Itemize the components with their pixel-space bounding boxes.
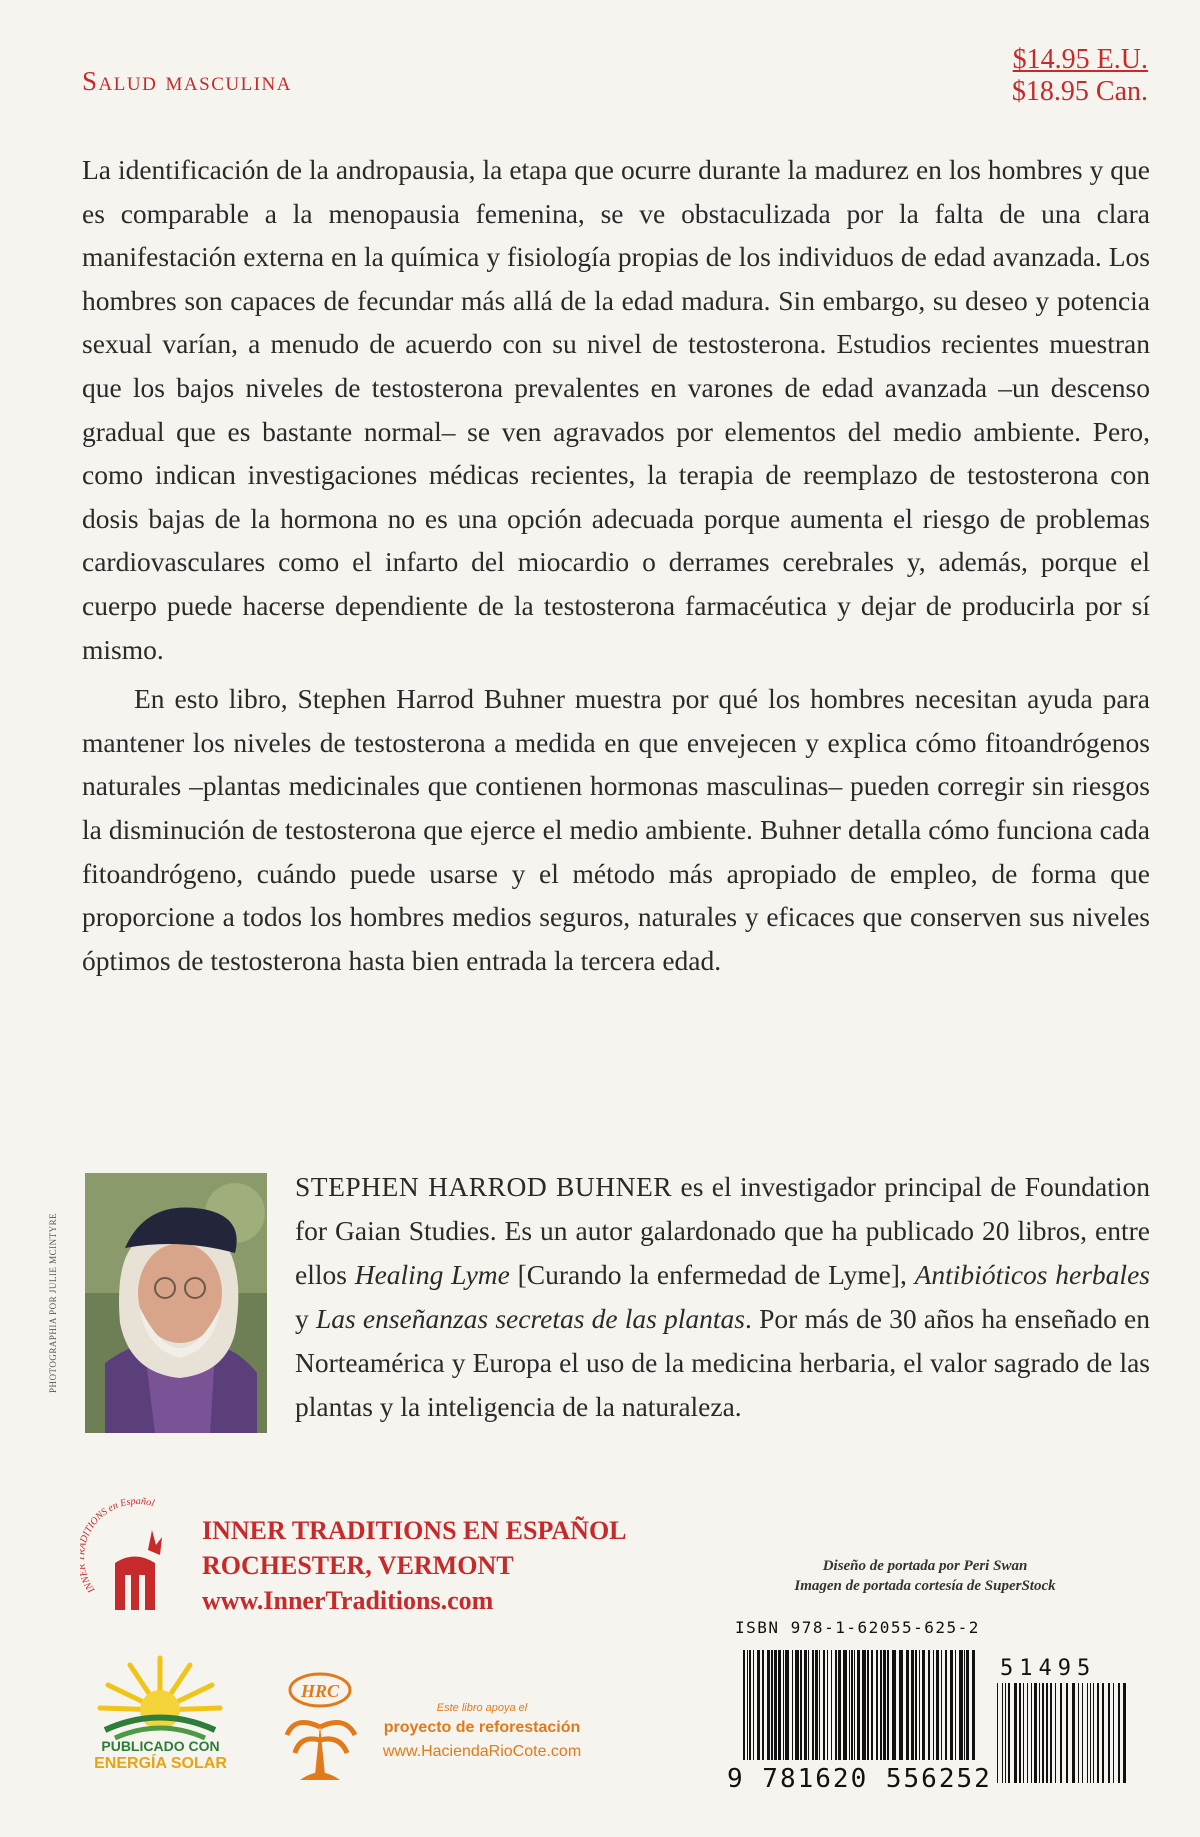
publisher-info: [202, 1513, 627, 1618]
cover-image-credit: Imagen de portada cortesía de SuperStock: [794, 1578, 1056, 1594]
publisher-logo: [80, 1495, 195, 1615]
description-paragraph-1: La identificación de la andropausia, la etapa que ocurre durante la madurez en los hombres y que es comparable a la menopausia femenina, se ve obstaculizada por la falta de una clara manifestación externa en la química y fisiología propias de los individuos de edad avanzada. Los hombres son capaces de fecundar más allá de la edad madura. Sin embargo, su deseo y potencia sexual varían, a menudo de acuerdo con su nivel de testosterona. Estudios recientes muestran que los bajos niveles de testosterona prevalentes en varones de edad avanzada –un descenso gradual que es bastante normal– se ven agravados por elementos del medio ambiente. Pero, como indican investigaciones médicas recientes, la terapia de reemplazo de testosterona con dosis bajas de la hormona no es una opción adecuada porque aumenta el riesgo de problemas cardiovasculares como el infarto del miocardio o derrames cerebrales y, además, porque el cuerpo puede hacerse dependiente de la testosterona farmacéutica y dejar de producirla por sí mismo.: [82, 154, 1150, 665]
barcode-bar: [928, 1650, 930, 1760]
barcode-bar: [945, 1650, 947, 1760]
barcode-bar: [743, 1650, 745, 1760]
publisher-location: ROCHESTER, VERMONT: [202, 1551, 514, 1580]
publisher-name: INNER TRADITIONS EN ESPAÑOL: [202, 1516, 627, 1545]
reforest-line-1: Este libro apoya el: [436, 1702, 528, 1714]
barcode-addon-bar: [1060, 1683, 1062, 1783]
book-title-antibioticos: Antibióticos herbales: [914, 1259, 1150, 1290]
barcode-addon-bar: [1113, 1683, 1114, 1783]
barcode-main-bars: [743, 1650, 975, 1760]
barcode-bar: [762, 1650, 764, 1760]
solar-line-2: ENERGÍA SOLAR: [94, 1755, 227, 1772]
bio-text-4: . Por más de 30 años ha enseñado en Norteamérica y Europa el uso de la medicina herbaria, el valor sagrado de las plantas y la inteligencia de la naturaleza.: [295, 1303, 1150, 1422]
barcode-bar: [876, 1650, 878, 1760]
barcode-bar: [808, 1650, 809, 1760]
publisher-logo-arc-text: INN ITIONS en Español: [80, 1495, 156, 1595]
barcode-bar: [964, 1650, 965, 1760]
solar-energy-logo: [80, 1650, 240, 1800]
barcode-bar: [849, 1650, 850, 1760]
description: [82, 148, 1150, 988]
barcode-bar: [966, 1650, 969, 1760]
category-label: Salud masculina: [82, 66, 292, 96]
barcode-bar: [823, 1650, 825, 1760]
barcode-bar: [835, 1650, 837, 1760]
barcode-addon-bar: [1108, 1683, 1110, 1783]
barcode-bar: [753, 1650, 754, 1760]
barcode-bar: [747, 1650, 748, 1760]
barcode-addon-bar: [1087, 1683, 1088, 1783]
barcode-addon-bar: [1042, 1683, 1044, 1783]
barcode-main-digits: 9 781620 556252: [727, 1764, 992, 1794]
barcode-bar: [892, 1650, 896, 1760]
hrc-logo-text: HRC: [300, 1681, 340, 1701]
barcode-addon-bar: [1102, 1683, 1104, 1783]
barcode-bar: [851, 1650, 853, 1760]
barcode-bar: [880, 1650, 882, 1760]
barcode-bar: [783, 1650, 784, 1760]
barcode-bar: [867, 1650, 869, 1760]
solar-energy-text: [78, 1737, 243, 1773]
barcode-addon-bar: [1027, 1683, 1028, 1783]
barcode-bar: [804, 1650, 807, 1760]
bio-text-1: es el investigador principal de Foundation for Gaian Studies. Es un autor galardonado que ha publicado 20 libros, entre ellos: [295, 1171, 1150, 1290]
barcode-addon-bar: [1093, 1683, 1094, 1783]
barcode-bar: [911, 1650, 914, 1760]
description-paragraph-2: En esto libro, Stephen Harrod Buhner muestra por qué los hombres necesitan ayuda para mantener los niveles de testosterona a medida en que envejecen y explica cómo fitoandrógenos naturales –plantas medicinales que contienen hormonas masculinas– pueden corregir sin riesgos la disminución de testosterona que ejerce el medio ambiente. Buhner detalla cómo funciona cada fitoandrógeno, cuándo puede usarse y el método más apropiado de empleo, de forma que proporcione a todos los hombres medios seguros, naturales y eficaces que conserven sus niveles óptimos de testosterona hasta bien entrada la tercera edad.: [82, 683, 1150, 976]
barcode-bar: [749, 1650, 751, 1760]
barcode-bar: [915, 1650, 917, 1760]
barcode-addon-bar: [1005, 1683, 1006, 1783]
barcode-addon-bar: [1008, 1683, 1010, 1783]
barcode-bar: [831, 1650, 832, 1760]
barcode-addon-bar: [1118, 1683, 1120, 1783]
barcode-bar: [819, 1650, 820, 1760]
barcode-bar: [959, 1650, 963, 1760]
barcode-addon-bar: [1019, 1683, 1021, 1783]
bio-text-3: y: [295, 1303, 316, 1334]
barcode-bar: [972, 1650, 975, 1760]
barcode-bar: [812, 1650, 814, 1760]
barcode-bar: [919, 1650, 920, 1760]
barcode-addon-bar: [1055, 1683, 1056, 1783]
barcode-addon-bar: [1031, 1683, 1032, 1783]
barcode-bar: [941, 1650, 942, 1760]
barcode-addon-bar: [1046, 1683, 1048, 1783]
barcode-bar: [774, 1650, 777, 1760]
barcode-addon-bar: [1039, 1683, 1040, 1783]
barcode-bar: [936, 1650, 939, 1760]
barcode-addon-bar: [1078, 1683, 1079, 1783]
barcode-bar: [906, 1650, 909, 1760]
barcode-bar: [857, 1650, 860, 1760]
barcode-bar: [767, 1650, 770, 1760]
barcode-bar: [785, 1650, 789, 1760]
reforest-line-2: proyecto de reforestación: [383, 1719, 581, 1736]
barcode-bar: [800, 1650, 802, 1760]
barcode-bar: [862, 1650, 866, 1760]
barcode-bar: [871, 1650, 873, 1760]
cover-design-credit: Diseño de portada por Peri Swan: [822, 1558, 1028, 1574]
author-name: STEPHEN HARROD BUHNER: [295, 1171, 673, 1202]
author-photo: [85, 1173, 267, 1433]
barcode-bar: [838, 1650, 841, 1760]
barcode-addon-bar: [1090, 1683, 1091, 1783]
price-canada: $18.95 Can.: [1011, 76, 1148, 107]
photo-credit: PHOTOGRAPHIA POR JULIE MCINTYRE: [48, 1212, 58, 1394]
barcode-addon-bar: [1097, 1683, 1099, 1783]
barcode-addon-bar: [1002, 1683, 1003, 1783]
barcode-bar: [815, 1650, 818, 1760]
solar-line-1: PUBLICADO CON: [101, 1738, 220, 1754]
barcode-bar: [792, 1650, 793, 1760]
barcode-addon-bar: [1023, 1683, 1024, 1783]
reforest-website: www.HaciendaRioCote.com: [382, 1743, 582, 1760]
barcode-addon-bar: [1034, 1683, 1037, 1783]
barcode-bar: [843, 1650, 847, 1760]
cover-credits: [700, 1556, 1150, 1596]
book-title-ensenanzas: Las enseñanzas secretas de las plantas: [315, 1303, 746, 1334]
barcode-addon-bar: [1066, 1683, 1068, 1783]
barcode-bar: [899, 1650, 903, 1760]
barcode-addon-digits: 51495: [1000, 1656, 1097, 1681]
barcode-addon-bar: [1072, 1683, 1075, 1783]
barcode-bar: [827, 1650, 828, 1760]
price-block: [1012, 44, 1148, 108]
price-us: $14.95 E.U.: [1012, 44, 1148, 75]
barcode-bar: [922, 1650, 925, 1760]
barcode-bar: [854, 1650, 855, 1760]
barcode-bar: [887, 1650, 889, 1760]
barcode: [725, 1645, 1135, 1795]
author-bio: [295, 1165, 1150, 1429]
barcode-bar: [795, 1650, 799, 1760]
barcode-addon-bar: [1050, 1683, 1052, 1783]
barcode-addon-bar: [997, 1683, 998, 1783]
reforestation-info: [362, 1700, 602, 1764]
barcode-addon-bar: [1082, 1683, 1083, 1783]
bio-text-2: [Curando la enfermedad de Lyme],: [509, 1259, 915, 1290]
barcode-bar: [933, 1650, 934, 1760]
barcode-bar: [955, 1650, 956, 1760]
book-title-healing-lyme: Healing Lyme: [354, 1259, 510, 1290]
publisher-website: www.InnerTraditions.com: [202, 1586, 494, 1615]
barcode-addon-bars: [997, 1683, 1126, 1783]
barcode-bar: [778, 1650, 781, 1760]
barcode-bar: [950, 1650, 953, 1760]
barcode-addon-bar: [1123, 1683, 1126, 1783]
barcode-bar: [771, 1650, 773, 1760]
barcode-bar: [883, 1650, 886, 1760]
barcode-addon-bar: [1014, 1683, 1017, 1783]
isbn: ISBN 978-1-62055-625-2: [735, 1618, 980, 1637]
barcode-bar: [757, 1650, 760, 1760]
